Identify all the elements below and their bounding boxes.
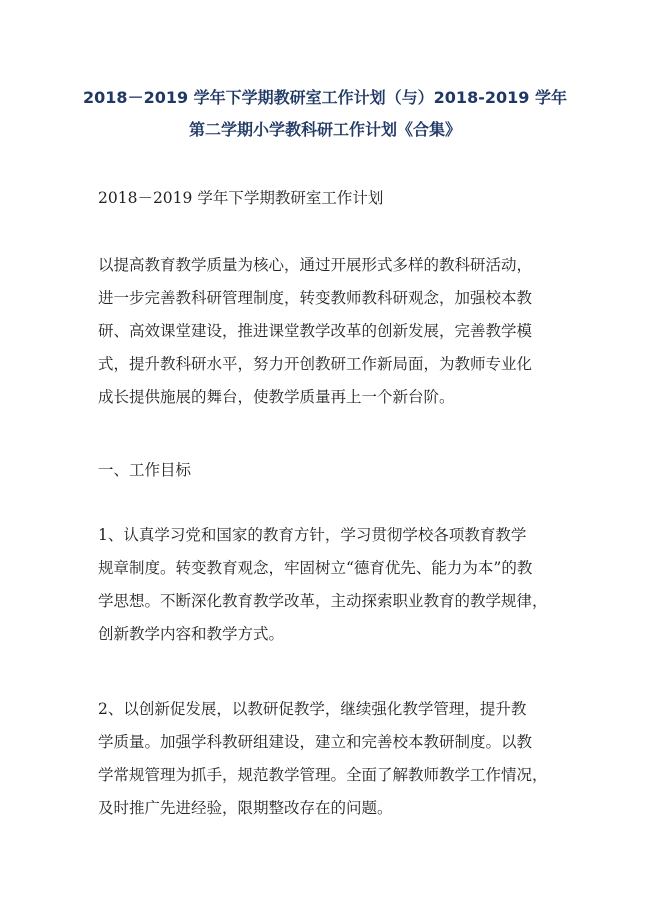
goal-item-2	[98, 693, 560, 825]
section-subtitle: 2018－2019 学年下学期教研室工作计划	[98, 189, 384, 207]
text-line: 学质量。加强学科教研组建设，建立和完善校本教研制度。以教	[98, 733, 533, 751]
document-title-line-1: 2018－2019 学年下学期教研室工作计划（与）2018-2019 学年	[83, 88, 567, 107]
goal-item-1	[98, 519, 560, 651]
text-line: 规章制度。转变教育观念，牢固树立“德育优先、能力为本”的教	[98, 559, 533, 577]
text-line: 进一步完善教科研管理制度，转变教师教科研观念，加强校本教	[98, 289, 533, 307]
text-line: 及时推广先进经验，限期整改存在的问题。	[98, 799, 393, 817]
document-title-line-2: 第二学期小学教科研工作计划《合集》	[188, 120, 461, 139]
text-line: 以提高教育教学质量为核心，通过开展形式多样的教科研活动，	[98, 256, 533, 274]
text-line: 创新教学内容和教学方式。	[98, 625, 285, 643]
text-line: 研、高效课堂建设，推进课堂教学改革的创新发展，完善教学模	[98, 322, 533, 340]
intro-paragraph	[98, 249, 560, 414]
section-heading-goals: 一、工作目标	[98, 461, 192, 479]
text-line: 1、认真学习党和国家的教育方针，学习贯彻学校各项教育教学	[98, 526, 527, 544]
text-line: 式，提升教科研水平，努力开创教研工作新局面，为教师专业化	[98, 355, 533, 373]
text-line: 2、以创新促发展，以教研促教学，继续强化教学管理，提升教	[98, 700, 527, 718]
text-line: 成长提供施展的舞台，使教学质量再上一个新台阶。	[98, 388, 455, 406]
text-line: 学思想。不断深化教育教学改革，主动探索职业教育的教学规律，	[98, 592, 548, 610]
text-line: 学常规管理为抓手，规范教学管理。全面了解教师教学工作情况，	[98, 766, 548, 784]
